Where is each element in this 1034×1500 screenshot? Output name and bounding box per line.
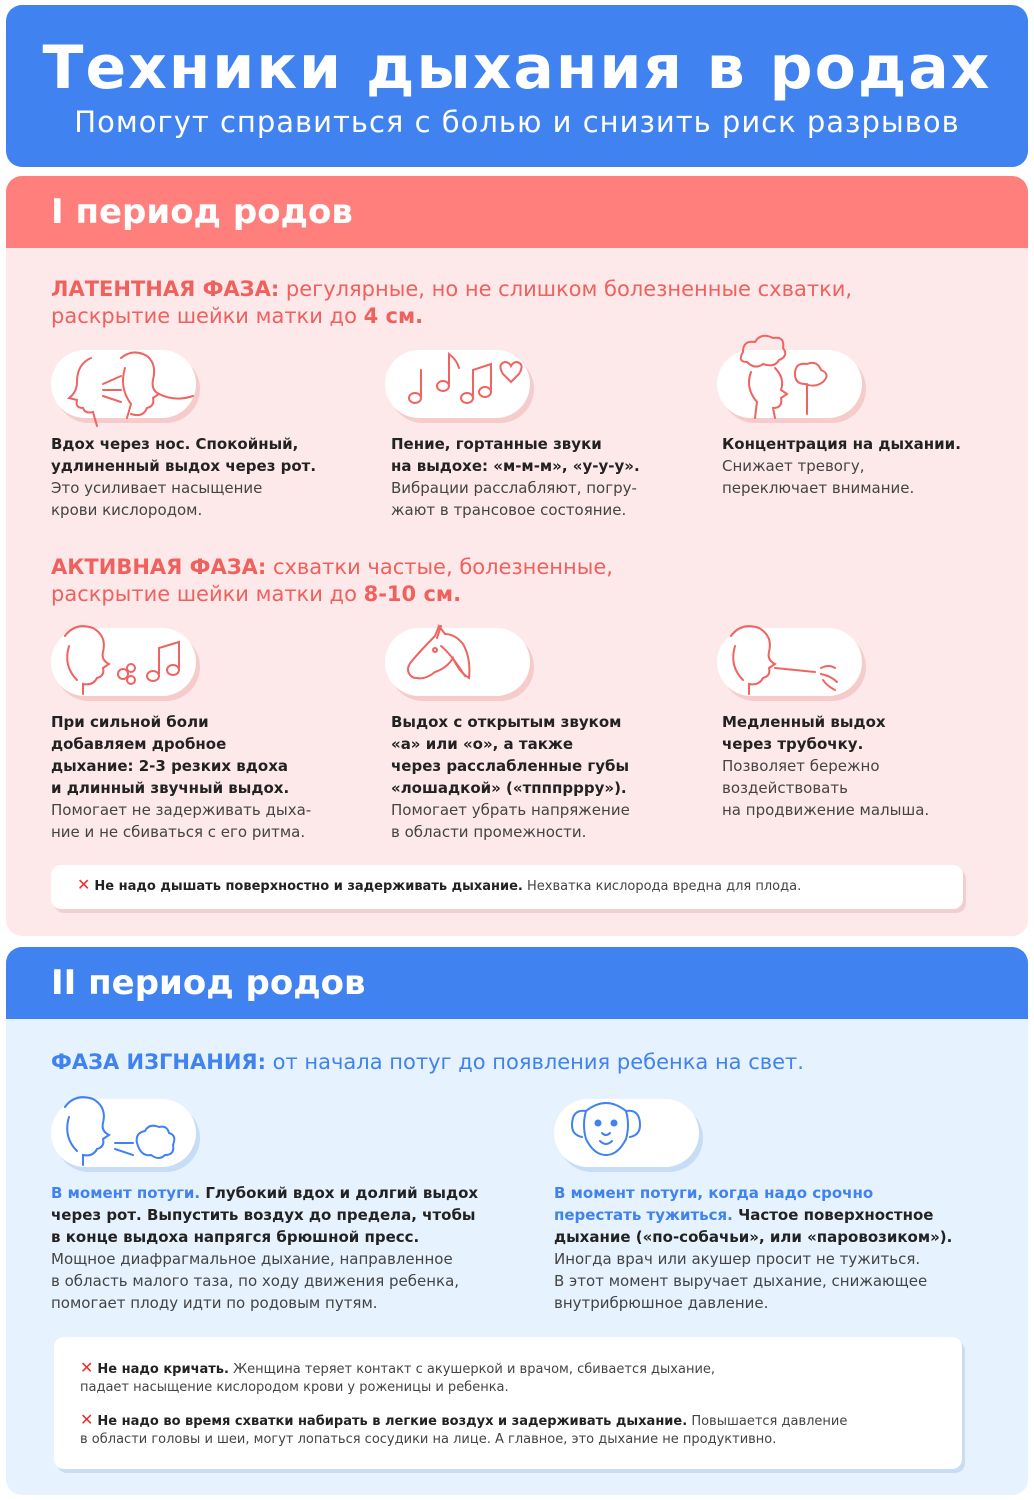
active-phase-text: схватки частые, болезненные, xyxy=(266,555,613,579)
text-bold: Глубокий вдох и долгий выдох xyxy=(200,1184,479,1202)
latent-item-1-text xyxy=(51,433,361,521)
active-dilation-value: 8-10 см. xyxy=(363,582,462,606)
text-line: помогает плоду идти по родовым путям. xyxy=(51,1294,378,1312)
period-2-warnings xyxy=(54,1337,962,1469)
text-line: «лошадкой» («тпппррру»). xyxy=(391,779,627,797)
text-line: Помогает не задерживать дыха- xyxy=(51,801,312,819)
text-line: переключает внимание. xyxy=(722,479,915,497)
text-line: Помогает убрать напряжение xyxy=(391,801,630,819)
active-phase-heading xyxy=(51,554,613,608)
concentration-head-icon xyxy=(717,338,867,418)
text-line: Пение, гортанные звуки xyxy=(391,435,602,453)
text-line: дыхание («по-собачьи», или «паровозиком»). xyxy=(554,1228,953,1246)
page-subtitle: Помогут справиться с болью и снизить риск разрывов xyxy=(74,105,960,139)
push-item-1-text xyxy=(51,1182,521,1314)
latent-phase-heading xyxy=(51,276,852,330)
warning-text: Повышается давление xyxy=(687,1414,848,1429)
text-line: через трубочку. xyxy=(722,735,864,753)
latent-icon-card-3 xyxy=(717,350,862,418)
cross-icon: ✕ xyxy=(77,875,91,894)
period-1-warning xyxy=(51,865,963,909)
text-line: в конце выдоха напрягся брюшной пресс. xyxy=(51,1228,420,1246)
text-line: ние и не сбиваться с его ритма. xyxy=(51,823,306,841)
text-line: Вибрации расслабляют, погру- xyxy=(391,479,637,497)
warning-text: падает насыщение кислородом крови у роженицы и ребенка. xyxy=(80,1380,509,1395)
breathing-woman-icon xyxy=(51,338,201,418)
expulsion-phase-text: от начала потуг до появления ребенка на свет. xyxy=(265,1050,804,1074)
dog-face-icon xyxy=(554,1087,704,1167)
text-highlight: перестать тужиться. xyxy=(554,1206,733,1224)
text-line: крови кислородом. xyxy=(51,501,203,519)
warning-bold: Не надо во время схватки набирать в легкие воздух и задерживать дыхание. xyxy=(97,1414,688,1429)
text-line: жают в трансовое состояние. xyxy=(391,501,627,519)
warning-item-2 xyxy=(80,1411,936,1449)
text-line: на выдохе: «м-м-м», «у-у-у». xyxy=(391,457,640,475)
cross-icon: ✕ xyxy=(80,1410,94,1429)
text-line: удлиненный выдох через рот. xyxy=(51,457,317,475)
text-line: Позволяет бережно xyxy=(722,757,880,775)
text-line: воздействовать xyxy=(722,779,848,797)
latent-phase-text-2: раскрытие шейки матки до xyxy=(51,304,364,328)
text-line: Снижает тревогу, xyxy=(722,457,865,475)
text-line: Концентрация на дыхании. xyxy=(722,435,961,453)
text-bold: Частое поверхностное xyxy=(732,1206,934,1224)
push-item-2-text xyxy=(554,1182,1014,1314)
active-phase-label: АКТИВНАЯ ФАЗА: xyxy=(51,555,267,579)
period-1-title: I период родов xyxy=(51,192,353,232)
period-2-panel xyxy=(6,947,1028,1495)
woman-straw-icon xyxy=(717,616,867,696)
text-highlight: В момент потуги, когда надо срочно xyxy=(554,1184,874,1202)
latent-phase-text: регулярные, но не слишком болезненные схватки, xyxy=(279,277,853,301)
text-line: добавляем дробное xyxy=(51,735,227,753)
text-line: в области промежности. xyxy=(391,823,587,841)
period-1-header xyxy=(6,176,1028,248)
text-line: в область малого таза, по ходу движения ребенка, xyxy=(51,1272,460,1290)
text-line: через расслабленные губы xyxy=(391,757,630,775)
text-line: на продвижение малыша. xyxy=(722,801,930,819)
latent-phase-label: ЛАТЕНТНАЯ ФАЗА: xyxy=(51,277,280,301)
text-line: Выдох с открытым звуком xyxy=(391,713,622,731)
page-title: Техники дыхания в родах xyxy=(42,33,992,103)
text-line: «а» или «о», а также xyxy=(391,735,573,753)
warning-item-1 xyxy=(80,1359,936,1397)
text-line: Иногда врач или акушер просит не тужиться. xyxy=(554,1250,921,1268)
latent-item-2-text xyxy=(391,433,711,521)
text-line: дыхание: 2-3 резких вдоха xyxy=(51,757,288,775)
period-2-header xyxy=(6,947,1028,1019)
text-line: Вдох через нос. Спокойный, xyxy=(51,435,299,453)
text-line: При сильной боли xyxy=(51,713,209,731)
text-line: через рот. Выпустить воздух до предела, чтобы xyxy=(51,1206,476,1224)
warning-bold: Не надо кричать. xyxy=(97,1362,229,1377)
latent-icon-card-2 xyxy=(385,350,530,418)
active-item-3-text xyxy=(722,711,1022,821)
header-banner xyxy=(6,5,1028,167)
woman-deep-exhale-icon xyxy=(51,1087,201,1167)
push-icon-card-2 xyxy=(554,1099,699,1167)
warning-text: Женщина теряет контакт с акушеркой и врачом, сбивается дыхание, xyxy=(228,1362,716,1377)
period-1-panel xyxy=(6,176,1028,936)
active-item-2-text xyxy=(391,711,711,843)
music-notes-icon xyxy=(385,338,535,418)
text-highlight: В момент потуги. xyxy=(51,1184,201,1202)
active-icon-card-3 xyxy=(717,628,862,696)
text-line: Медленный выдох xyxy=(722,713,886,731)
active-phase-text-2: раскрытие шейки матки до xyxy=(51,582,364,606)
active-item-1-text xyxy=(51,711,371,843)
period-2-title: II период родов xyxy=(51,963,366,1003)
active-icon-card-2 xyxy=(385,628,530,696)
text-line: Это усиливает насыщение xyxy=(51,479,263,497)
active-icon-card-1 xyxy=(51,628,196,696)
latent-item-3-text xyxy=(722,433,1022,499)
horse-head-icon xyxy=(385,616,535,696)
latent-dilation-value: 4 см. xyxy=(363,304,424,328)
text-line: внутрибрюшное давление. xyxy=(554,1294,769,1312)
warning-bold: Не надо дышать поверхностно и задерживать дыхание. xyxy=(94,879,523,894)
text-line: Мощное диафрагмальное дыхание, направленное xyxy=(51,1250,453,1268)
warning-text: Нехватка кислорода вредна для плода. xyxy=(522,879,802,894)
text-line: и длинный звучный выдох. xyxy=(51,779,290,797)
woman-exhale-note-icon xyxy=(51,616,201,696)
push-icon-card-1 xyxy=(51,1099,196,1167)
expulsion-phase-label: ФАЗА ИЗГНАНИЯ: xyxy=(51,1050,266,1074)
expulsion-phase-heading xyxy=(51,1049,804,1076)
text-line: В этот момент выручает дыхание, снижающее xyxy=(554,1272,928,1290)
warning-text: в области головы и шеи, могут лопаться сосудики на лице. А главное, это дыхание не продуктивно. xyxy=(80,1432,777,1447)
cross-icon: ✕ xyxy=(80,1358,94,1377)
latent-icon-card-1 xyxy=(51,350,196,418)
